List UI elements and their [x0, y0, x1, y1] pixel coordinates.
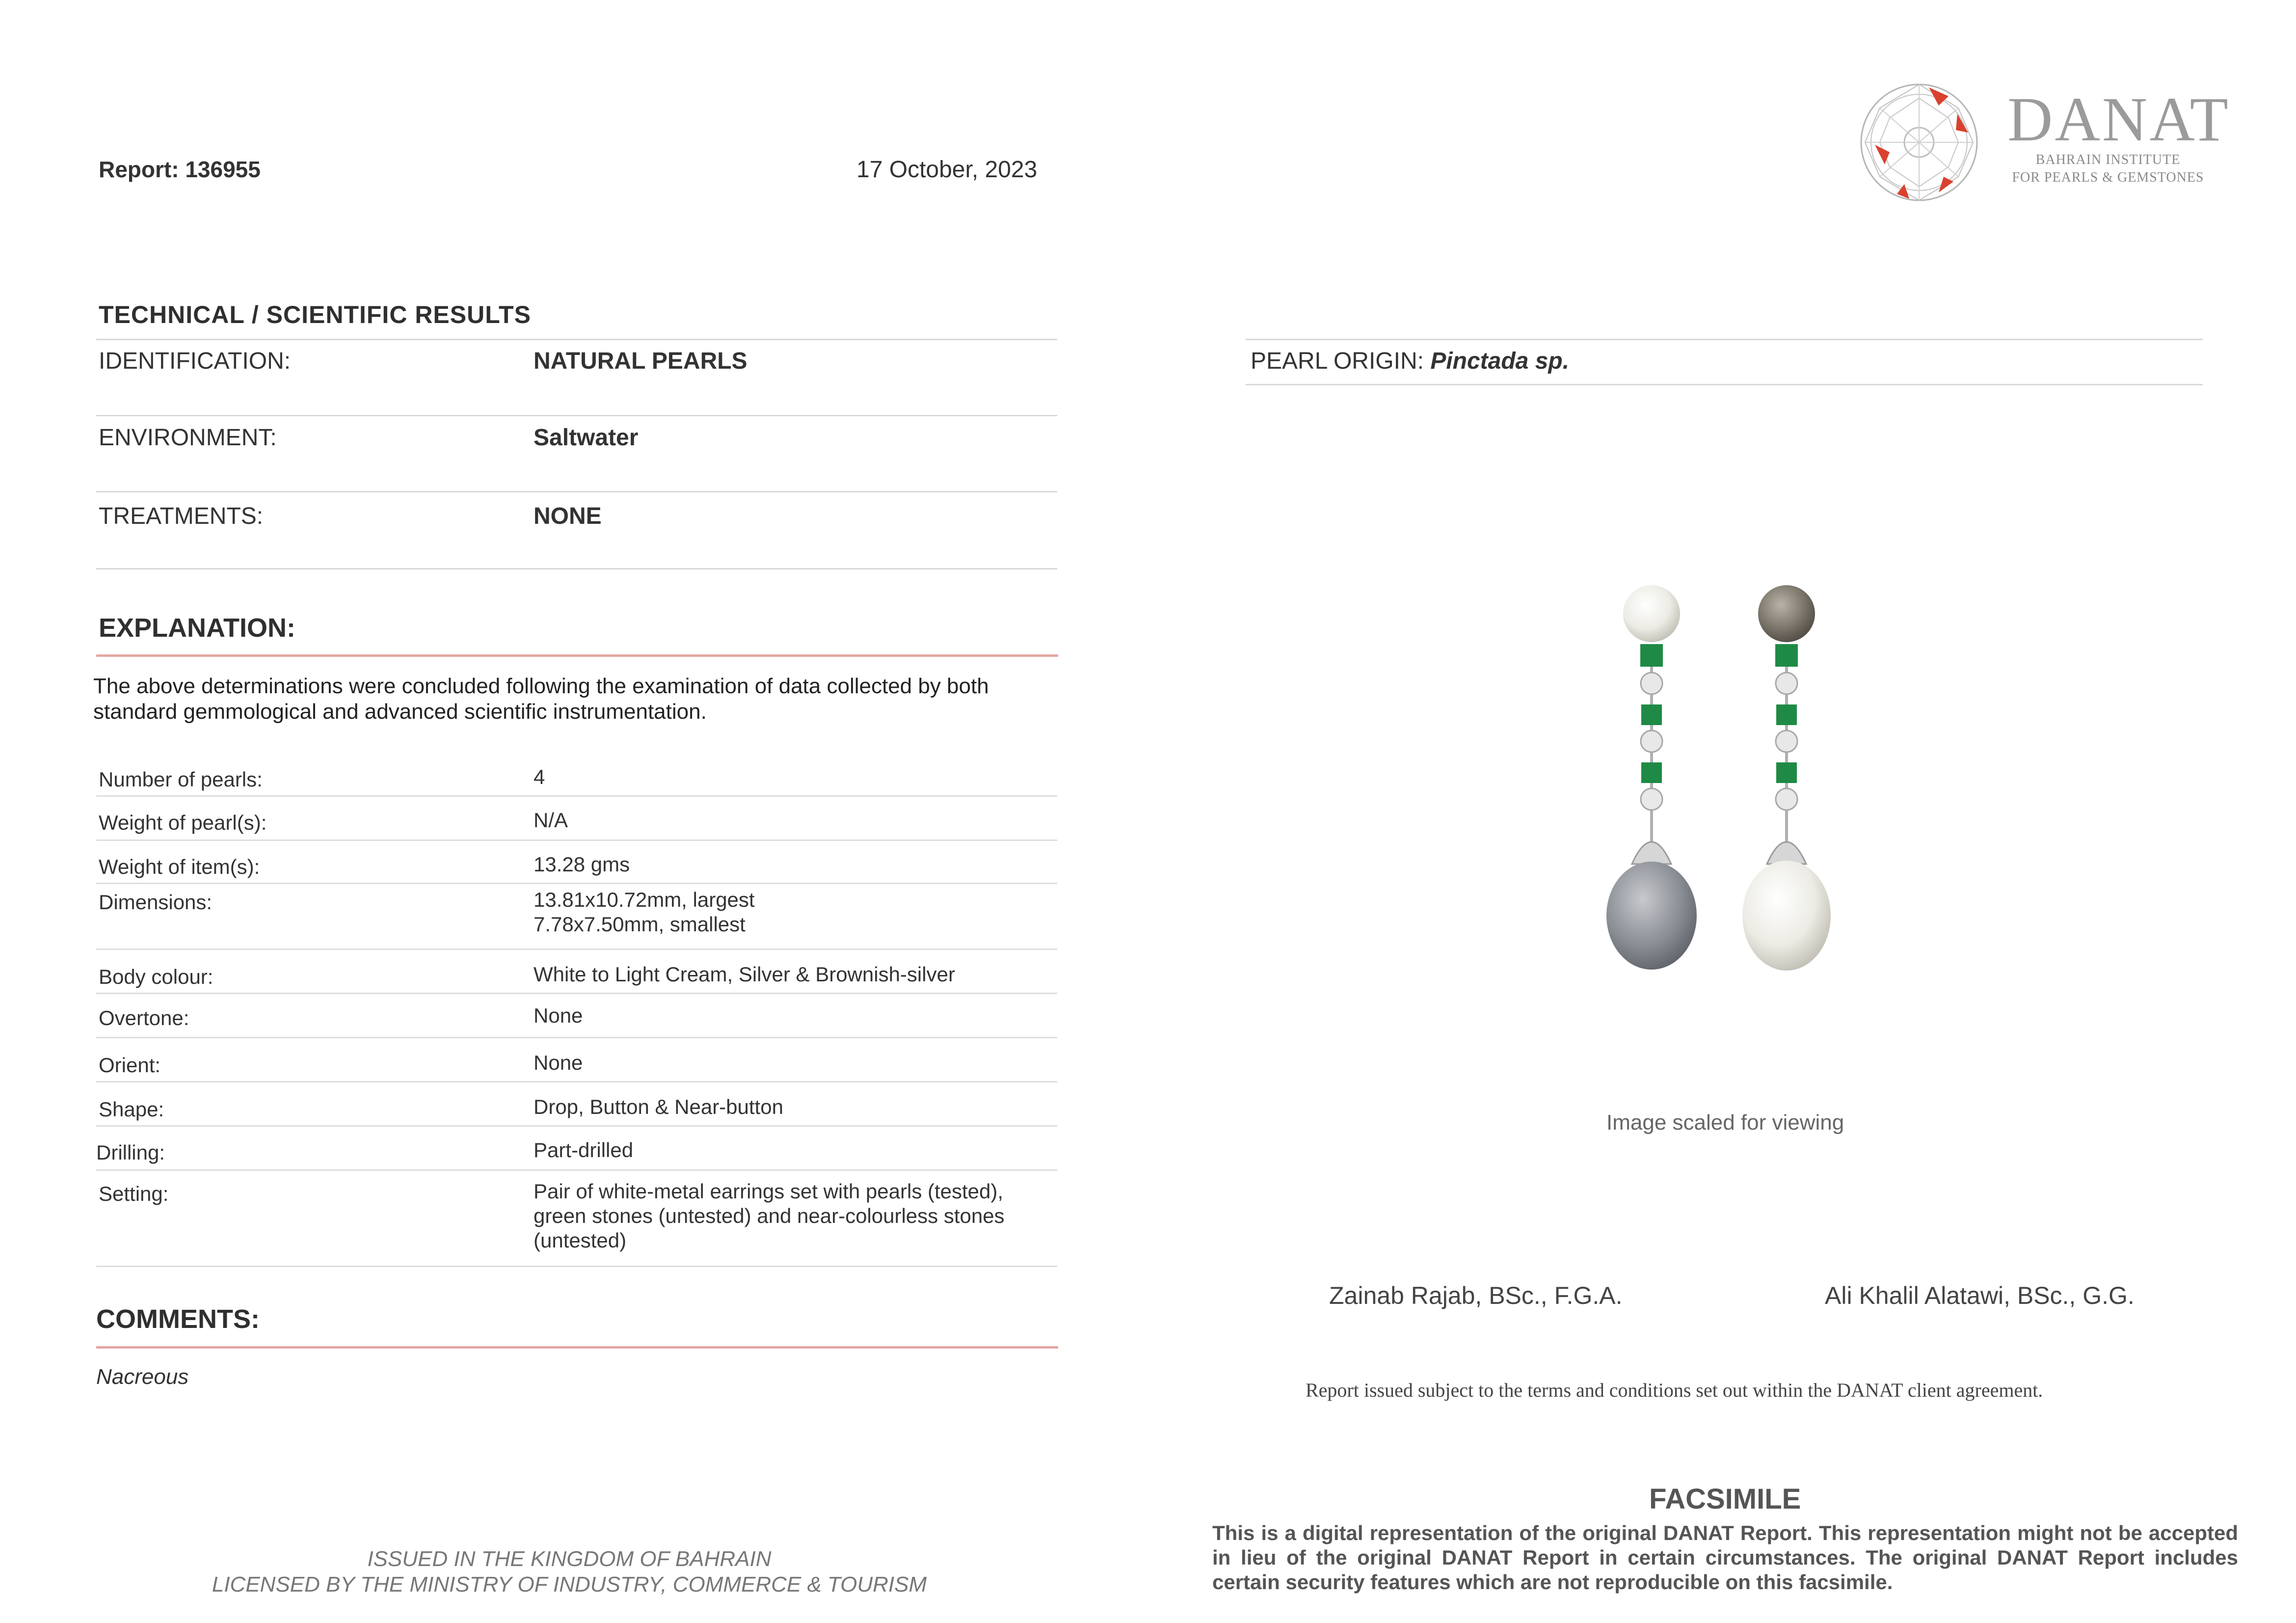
divider: [1246, 384, 2203, 385]
divider: [96, 568, 1057, 569]
weight-pearls-value: N/A: [534, 809, 568, 832]
dimensions-largest: 13.81x10.72mm, largest: [534, 888, 755, 911]
orient-label: Orient:: [99, 1054, 161, 1077]
report-number: Report: 136955: [99, 157, 261, 182]
comments-title: COMMENTS:: [96, 1304, 260, 1334]
divider: [96, 1037, 1057, 1038]
footer-line1: ISSUED IN THE KINGDOM OF BAHRAIN: [367, 1547, 772, 1571]
overtone-label: Overtone:: [99, 1006, 189, 1029]
divider: [96, 415, 1057, 416]
divider: [96, 1266, 1057, 1267]
shape-label: Shape:: [99, 1098, 164, 1121]
divider: [96, 883, 1057, 884]
dimensions-smallest: 7.78x7.50mm, smallest: [534, 913, 746, 936]
divider: [96, 491, 1057, 492]
identification-value: NATURAL PEARLS: [534, 348, 748, 374]
pearl-origin-label: PEARL ORIGIN:: [1251, 348, 1424, 374]
orient-value: None: [534, 1051, 583, 1074]
environment-value: Saltwater: [534, 425, 639, 451]
logo-wordmark: DANAT: [2007, 84, 2230, 154]
divider: [96, 993, 1057, 994]
setting-line3: (untested): [534, 1229, 627, 1252]
divider: [96, 839, 1057, 841]
setting-label: Setting:: [99, 1182, 169, 1205]
divider: [1246, 339, 2203, 340]
footer-line2: LICENSED BY THE MINISTRY OF INDUSTRY, COMMERCE & TOURISM: [212, 1572, 927, 1596]
setting-line1: Pair of white-metal earrings set with pearls (tested),: [534, 1180, 1004, 1203]
logo-subtitle: [2010, 151, 2206, 187]
image-caption: Image scaled for viewing: [1606, 1110, 1844, 1135]
logo-subtitle-line1: BAHRAIN INSTITUTE: [2035, 152, 2181, 167]
divider: [96, 795, 1057, 797]
body-colour-value: White to Light Cream, Silver & Brownish-silver: [534, 963, 955, 986]
dimensions-value: [534, 888, 755, 937]
technical-title: TECHNICAL / SCIENTIFIC RESULTS: [99, 301, 531, 328]
identification-label: IDENTIFICATION:: [99, 348, 291, 374]
signature-left: Zainab Rajab, BSc., F.G.A.: [1329, 1282, 1623, 1309]
environment-label: ENVIRONMENT:: [99, 425, 277, 451]
divider: [96, 1125, 1057, 1127]
facsimile-title: FACSIMILE: [1649, 1483, 1801, 1515]
danat-logo-icon: [1855, 79, 1983, 206]
footer-issued: [172, 1546, 967, 1597]
body-colour-label: Body colour:: [99, 965, 214, 988]
facsimile-text: This is a digital representation of the original DANAT Report. This representation might not be accepted in lieu of the original DANAT Report in certain circumstances. The original DANAT Report includes certain security features which are not reproducible on this facsimile.: [1212, 1521, 2238, 1594]
number-label: Number of pearls:: [99, 768, 263, 791]
dimensions-label: Dimensions:: [99, 891, 213, 914]
weight-pearls-label: Weight of pearl(s):: [99, 811, 267, 834]
explanation-title: EXPLANATION:: [99, 613, 295, 643]
weight-items-label: Weight of item(s):: [99, 855, 260, 878]
weight-items-value: 13.28 gms: [534, 853, 630, 876]
terms-text: Report issued subject to the terms and conditions set out within the DANAT client agreement.: [1306, 1379, 2043, 1401]
earrings-image: [1585, 569, 1860, 1041]
treatments-label: TREATMENTS:: [99, 503, 264, 529]
number-value: 4: [534, 765, 545, 788]
pearl-origin: [1251, 348, 1569, 375]
pearl-origin-value: Pinctada sp.: [1430, 348, 1570, 374]
treatments-value: NONE: [534, 503, 602, 529]
divider: [96, 1169, 1057, 1171]
shape-value: Drop, Button & Near-button: [534, 1095, 783, 1118]
report-date: 17 October, 2023: [856, 157, 1038, 183]
explanation-text: The above determinations were concluded following the examination of data collected by both standard gemmological and advanced scientific instrumentation.: [93, 674, 989, 724]
divider: [96, 948, 1057, 950]
divider: [96, 339, 1057, 340]
signature-right: Ali Khalil Alatawi, BSc., G.G.: [1825, 1282, 2135, 1309]
logo-subtitle-line2: FOR PEARLS & GEMSTONES: [2012, 170, 2204, 185]
drilling-label: Drilling:: [96, 1141, 165, 1164]
setting-line2: green stones (untested) and near-colourless stones: [534, 1204, 1005, 1227]
accent-divider: [96, 654, 1058, 657]
drilling-value: Part-drilled: [534, 1138, 634, 1162]
setting-value: [534, 1179, 1005, 1253]
divider: [96, 1081, 1057, 1082]
overtone-value: None: [534, 1004, 583, 1027]
accent-divider: [96, 1346, 1058, 1349]
comment-text: Nacreous: [96, 1365, 189, 1389]
